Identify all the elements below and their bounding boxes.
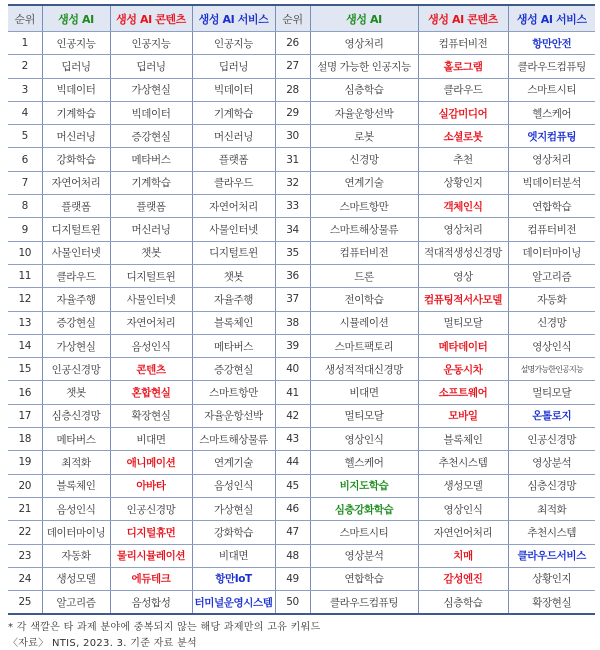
cell-generative-ai-service: 챗봇 [192,264,275,287]
cell-generative-ai: 자율주행 [42,288,110,311]
cell-rank: 28 [275,78,310,101]
footnote: * 각 색깔은 타 과제 분야에 중복되지 않는 해당 과제만의 고유 키워드 [8,622,321,633]
cell-generative-ai-content: 컴퓨팅적서사모델 [418,288,508,311]
cell-rank: 31 [275,148,310,171]
cell-rank: 46 [275,497,310,520]
cell-generative-ai-service: 플랫폼 [192,148,275,171]
cell-generative-ai: 알고리즘 [42,591,110,615]
cell-generative-ai-service: 자율운항선박 [192,404,275,427]
cell-generative-ai: 디지털트윈 [42,218,110,241]
table-row [8,311,595,334]
cell-generative-ai-content: 생성모델 [418,474,508,497]
cell-rank: 3 [8,78,42,101]
cell-generative-ai-service: 인공신경망 [508,428,595,451]
cell-generative-ai-service: 추천시스템 [508,521,595,544]
cell-generative-ai-service: 영상처리 [508,148,595,171]
cell-rank: 2 [8,55,42,78]
table-row [8,32,595,55]
cell-rank: 16 [8,381,42,404]
cell-generative-ai-service: 클라우드컴퓨팅 [508,55,595,78]
cell-generative-ai-service: 스마트시티 [508,78,595,101]
cell-generative-ai-service: 사물인터넷 [192,218,275,241]
cell-rank: 39 [275,334,310,357]
table-row [8,381,595,404]
cell-generative-ai-service: 심층신경망 [508,474,595,497]
cell-generative-ai: 심층학습 [310,78,418,101]
cell-generative-ai-content: 자연언어처리 [418,521,508,544]
cell-generative-ai-service: 온톨로지 [508,404,595,427]
cell-generative-ai: 클라우드 [42,264,110,287]
cell-rank: 33 [275,195,310,218]
cell-generative-ai: 시뮬레이션 [310,311,418,334]
table-row [8,567,595,590]
cell-rank: 35 [275,241,310,264]
cell-rank: 1 [8,32,42,55]
cell-generative-ai: 생성적적대신경망 [310,358,418,381]
cell-rank: 40 [275,358,310,381]
cell-generative-ai: 스마트팩토리 [310,334,418,357]
cell-generative-ai: 연계기술 [310,171,418,194]
table-row [8,404,595,427]
table-body [8,32,595,615]
cell-generative-ai-service: 강화학습 [192,521,275,544]
cell-generative-ai-content: 추천시스템 [418,451,508,474]
cell-generative-ai: 강화학습 [42,148,110,171]
cell-generative-ai-service: 항만IoT [192,567,275,590]
cell-rank: 9 [8,218,42,241]
cell-generative-ai-content: 심층학습 [418,591,508,615]
cell-rank: 25 [8,591,42,615]
cell-generative-ai-service: 터미널운영시스템 [192,591,275,615]
table-row [8,451,595,474]
cell-generative-ai-service: 기계학습 [192,101,275,124]
cell-generative-ai: 드론 [310,264,418,287]
cell-generative-ai-content: 가상현실 [110,78,192,101]
cell-generative-ai: 비지도학습 [310,474,418,497]
table-row [8,497,595,520]
cell-generative-ai-content: 메타데이터 [418,334,508,357]
cell-rank: 38 [275,311,310,334]
cell-generative-ai-content: 음성합성 [110,591,192,615]
cell-generative-ai-content: 소프트웨어 [418,381,508,404]
cell-generative-ai-service: 블록체인 [192,311,275,334]
cell-generative-ai-service: 빅데이터 [192,78,275,101]
cell-generative-ai: 딥러닝 [42,55,110,78]
cell-generative-ai-content: 확장현실 [110,404,192,427]
cell-generative-ai-content: 빅데이터 [110,101,192,124]
cell-generative-ai-content: 운동시차 [418,358,508,381]
cell-generative-ai-service: 인공지능 [192,32,275,55]
cell-generative-ai-service: 클라우드서비스 [508,544,595,567]
cell-generative-ai-content: 플랫폼 [110,195,192,218]
cell-generative-ai-content: 소셜로봇 [418,125,508,148]
cell-generative-ai-service: 음성인식 [192,474,275,497]
cell-generative-ai: 머신러닝 [42,125,110,148]
cell-generative-ai: 사물인터넷 [42,241,110,264]
cell-generative-ai-service: 비대면 [192,544,275,567]
cell-generative-ai-service: 컴퓨터비전 [508,218,595,241]
cell-generative-ai-content: 영상처리 [418,218,508,241]
cell-generative-ai-service: 머신러닝 [192,125,275,148]
cell-generative-ai-service: 스마트해상물류 [192,428,275,451]
cell-generative-ai: 챗봇 [42,381,110,404]
cell-generative-ai-content: 머신러닝 [110,218,192,241]
cell-generative-ai-content: 메타버스 [110,148,192,171]
table-row [8,171,595,194]
cell-generative-ai-service: 디지털트윈 [192,241,275,264]
cell-generative-ai: 자연어처리 [42,171,110,194]
cell-generative-ai: 멀티모달 [310,404,418,427]
cell-generative-ai: 가상현실 [42,334,110,357]
cell-generative-ai-content: 기계학습 [110,171,192,194]
cell-generative-ai-service: 빅데이터분석 [508,171,595,194]
cell-generative-ai-service: 항만안전 [508,32,595,55]
cell-rank: 4 [8,101,42,124]
table-row [8,78,595,101]
header-generative-ai: 생성 AI [310,5,418,32]
header-generative-ai-content: 생성 AI 콘텐츠 [418,5,508,32]
table-row [8,55,595,78]
cell-generative-ai: 인공신경망 [42,358,110,381]
cell-generative-ai-service: 영상인식 [508,334,595,357]
cell-generative-ai-service: 영상분석 [508,451,595,474]
cell-rank: 27 [275,55,310,78]
cell-generative-ai: 신경망 [310,148,418,171]
cell-generative-ai-content: 적대적생성신경망 [418,241,508,264]
cell-generative-ai: 스마트해상물류 [310,218,418,241]
header-generative-ai-service: 생성 AI 서비스 [192,5,275,32]
cell-rank: 36 [275,264,310,287]
cell-generative-ai: 플랫폼 [42,195,110,218]
cell-generative-ai-content: 영상인식 [418,497,508,520]
cell-rank: 26 [275,32,310,55]
cell-generative-ai-content: 딥러닝 [110,55,192,78]
cell-generative-ai-content: 디지털트윈 [110,264,192,287]
cell-rank: 48 [275,544,310,567]
cell-rank: 18 [8,428,42,451]
cell-rank: 44 [275,451,310,474]
table-row [8,358,595,381]
cell-generative-ai-content: 애니메이션 [110,451,192,474]
table-row [8,544,595,567]
cell-rank: 10 [8,241,42,264]
cell-generative-ai: 심층신경망 [42,404,110,427]
cell-generative-ai-content: 인공지능 [110,32,192,55]
cell-generative-ai-service: 헬스케어 [508,101,595,124]
cell-generative-ai-content: 실감미디어 [418,101,508,124]
cell-generative-ai-content: 컴퓨터비전 [418,32,508,55]
header-generative-ai-service: 생성 AI 서비스 [508,5,595,32]
cell-generative-ai: 데이터마이닝 [42,521,110,544]
cell-generative-ai: 심층강화학습 [310,497,418,520]
cell-rank: 14 [8,334,42,357]
cell-generative-ai: 음성인식 [42,497,110,520]
cell-generative-ai-content: 디지털휴먼 [110,521,192,544]
cell-generative-ai-content: 홀로그램 [418,55,508,78]
table-row [8,264,595,287]
cell-generative-ai-service: 연계기술 [192,451,275,474]
cell-rank: 43 [275,428,310,451]
cell-generative-ai: 컴퓨터비전 [310,241,418,264]
header-generative-ai-content: 생성 AI 콘텐츠 [110,5,192,32]
keyword-ranking-table [8,4,595,615]
cell-generative-ai: 인공지능 [42,32,110,55]
cell-rank: 30 [275,125,310,148]
cell-generative-ai-content: 음성인식 [110,334,192,357]
cell-generative-ai-service: 자율주행 [192,288,275,311]
cell-generative-ai-service: 엣지컴퓨팅 [508,125,595,148]
cell-generative-ai-content: 블록체인 [418,428,508,451]
cell-generative-ai: 메타버스 [42,428,110,451]
cell-rank: 6 [8,148,42,171]
cell-generative-ai: 증강현실 [42,311,110,334]
cell-rank: 29 [275,101,310,124]
cell-rank: 45 [275,474,310,497]
header-generative-ai: 생성 AI [42,5,110,32]
cell-generative-ai-content: 사물인터넷 [110,288,192,311]
cell-generative-ai-content: 아바타 [110,474,192,497]
table-row [8,241,595,264]
cell-rank: 13 [8,311,42,334]
cell-generative-ai-content: 클라우드 [418,78,508,101]
cell-generative-ai: 클라우드컴퓨팅 [310,591,418,615]
cell-generative-ai: 기계학습 [42,101,110,124]
cell-generative-ai: 스마트항만 [310,195,418,218]
table-row [8,334,595,357]
cell-rank: 20 [8,474,42,497]
table-row [8,474,595,497]
cell-generative-ai-service: 가상현실 [192,497,275,520]
cell-generative-ai: 전이학습 [310,288,418,311]
table-row [8,148,595,171]
cell-rank: 47 [275,521,310,544]
cell-generative-ai-content: 상황인지 [418,171,508,194]
cell-generative-ai-service: 최적화 [508,497,595,520]
cell-generative-ai-content: 콘텐츠 [110,358,192,381]
cell-generative-ai-content: 혼합현실 [110,381,192,404]
cell-generative-ai-content: 모바일 [418,404,508,427]
cell-generative-ai-service: 알고리즘 [508,264,595,287]
cell-rank: 8 [8,195,42,218]
table-row [8,195,595,218]
cell-rank: 22 [8,521,42,544]
cell-rank: 32 [275,171,310,194]
cell-generative-ai-service: 상황인지 [508,567,595,590]
cell-generative-ai-content: 감성엔진 [418,567,508,590]
cell-generative-ai-service: 딥러닝 [192,55,275,78]
table-row [8,521,595,544]
cell-generative-ai: 블록체인 [42,474,110,497]
cell-generative-ai-content: 멀티모달 [418,311,508,334]
cell-generative-ai-service: 자연어처리 [192,195,275,218]
cell-generative-ai: 설명 가능한 인공지능 [310,55,418,78]
cell-generative-ai-content: 영상 [418,264,508,287]
cell-generative-ai: 영상인식 [310,428,418,451]
table-row [8,218,595,241]
cell-generative-ai: 최적화 [42,451,110,474]
cell-generative-ai: 생성모델 [42,567,110,590]
cell-rank: 7 [8,171,42,194]
cell-generative-ai: 로봇 [310,125,418,148]
cell-generative-ai-content: 물리시뮬레이션 [110,544,192,567]
cell-generative-ai-content: 에듀테크 [110,567,192,590]
keyword-ranking-table-container [8,4,595,615]
cell-rank: 37 [275,288,310,311]
cell-generative-ai-service: 스마트항만 [192,381,275,404]
table-row [8,288,595,311]
cell-rank: 19 [8,451,42,474]
cell-generative-ai-content: 챗봇 [110,241,192,264]
table-row [8,101,595,124]
cell-generative-ai-service: 자동화 [508,288,595,311]
cell-generative-ai-service: 신경망 [508,311,595,334]
cell-generative-ai: 헬스케어 [310,451,418,474]
cell-rank: 12 [8,288,42,311]
cell-generative-ai: 영상분석 [310,544,418,567]
cell-generative-ai-content: 치매 [418,544,508,567]
cell-generative-ai-service: 설명가능한인공지능 [508,358,595,381]
cell-generative-ai: 연합학습 [310,567,418,590]
cell-generative-ai-content: 자연어처리 [110,311,192,334]
cell-rank: 34 [275,218,310,241]
cell-rank: 17 [8,404,42,427]
cell-generative-ai-service: 클라우드 [192,171,275,194]
cell-rank: 50 [275,591,310,615]
cell-generative-ai: 영상처리 [310,32,418,55]
cell-generative-ai: 자율운항선박 [310,101,418,124]
cell-generative-ai-content: 비대면 [110,428,192,451]
table-row [8,591,595,615]
cell-generative-ai-service: 데이터마이닝 [508,241,595,264]
cell-generative-ai-content: 추천 [418,148,508,171]
cell-generative-ai: 비대면 [310,381,418,404]
cell-rank: 42 [275,404,310,427]
cell-generative-ai-content: 객체인식 [418,195,508,218]
cell-rank: 15 [8,358,42,381]
cell-rank: 49 [275,567,310,590]
cell-rank: 5 [8,125,42,148]
cell-generative-ai-content: 인공신경망 [110,497,192,520]
cell-generative-ai-service: 증강현실 [192,358,275,381]
cell-generative-ai: 빅데이터 [42,78,110,101]
cell-generative-ai-service: 멀티모달 [508,381,595,404]
header-rank: 순위 [8,5,42,32]
cell-rank: 23 [8,544,42,567]
cell-rank: 11 [8,264,42,287]
cell-generative-ai-content: 증강현실 [110,125,192,148]
cell-rank: 21 [8,497,42,520]
source-note: 〈자료〉 NTIS, 2023. 3. 기준 자료 분석 [8,638,197,649]
table-row [8,125,595,148]
header-rank: 순위 [275,5,310,32]
cell-generative-ai-service: 확장현실 [508,591,595,615]
cell-generative-ai: 자동화 [42,544,110,567]
table-row [8,428,595,451]
header-row [8,5,595,32]
cell-generative-ai-service: 연합학습 [508,195,595,218]
cell-rank: 24 [8,567,42,590]
cell-generative-ai: 스마트시티 [310,521,418,544]
cell-rank: 41 [275,381,310,404]
cell-generative-ai-service: 메타버스 [192,334,275,357]
